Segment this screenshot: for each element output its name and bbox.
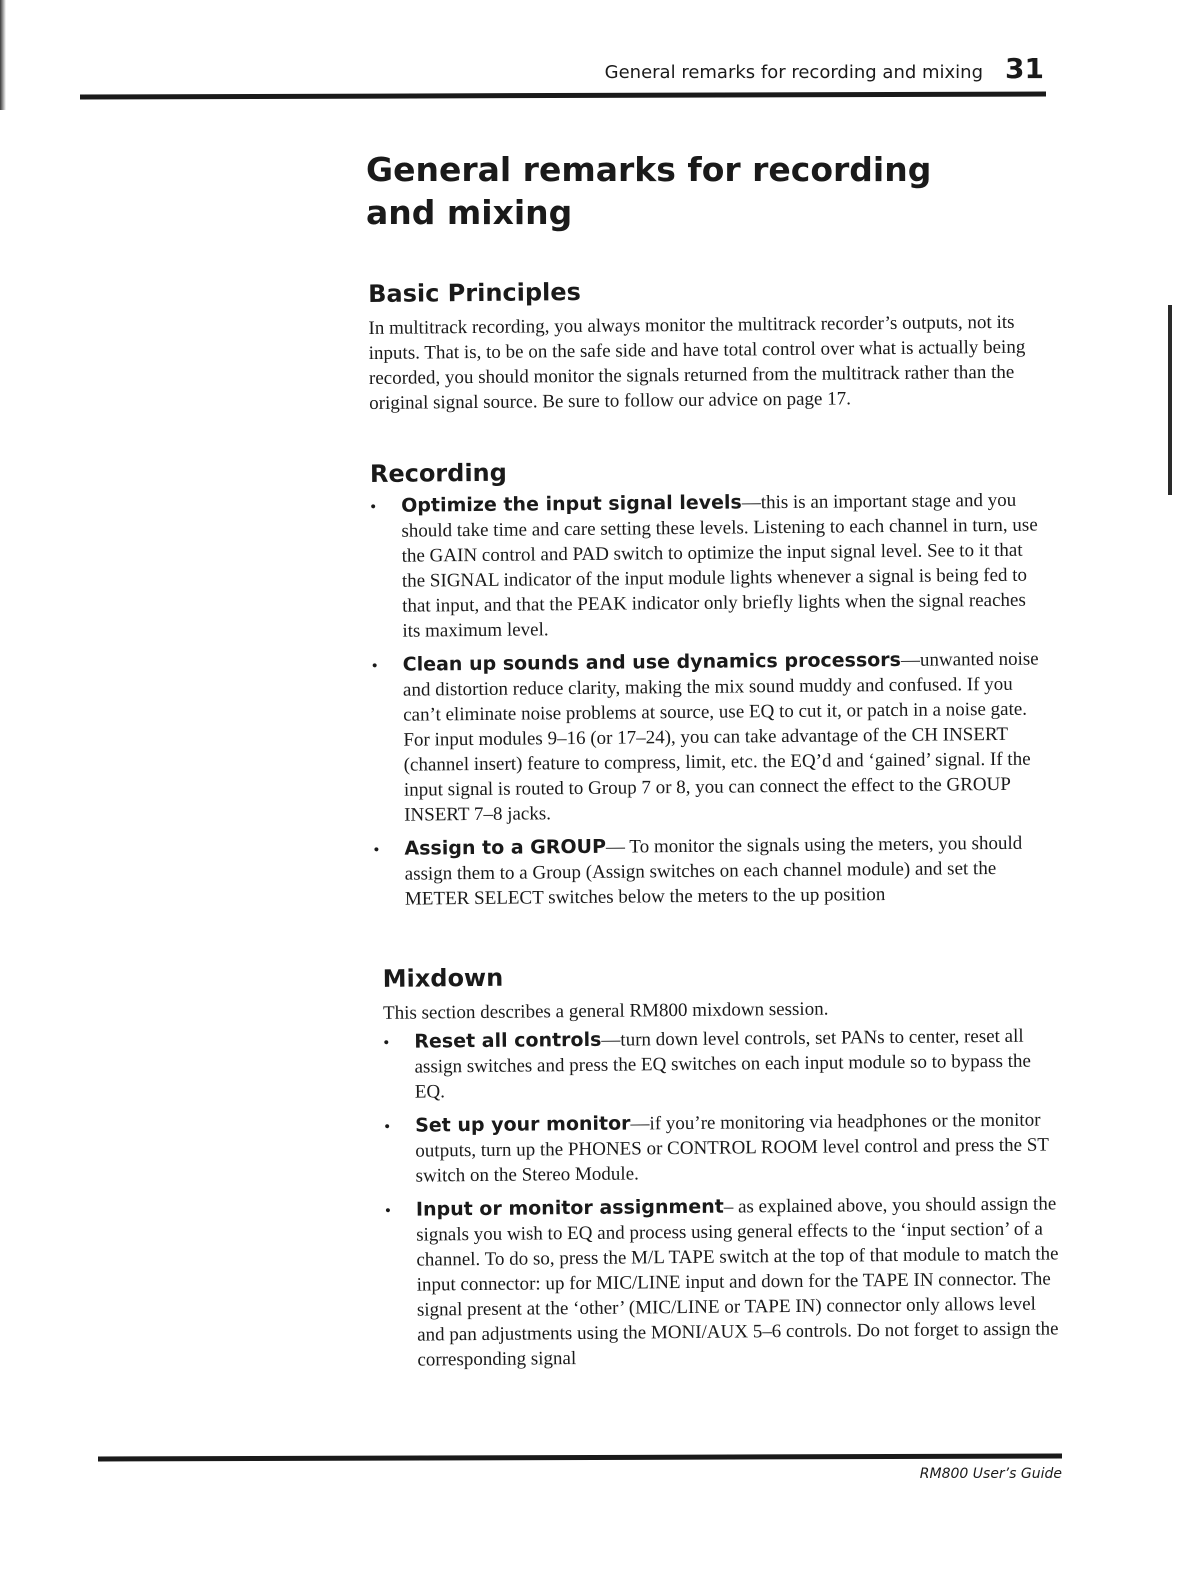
list-item — [370, 488, 1047, 644]
section-heading-recording: Recording — [369, 458, 507, 488]
bullet-lead: Reset all controls — [414, 1028, 602, 1053]
bullet-text: —if you’re monitoring via headphones or the monitor outputs, turn up the PHONES or CONTROL ROOM level control and press the ST switch on the Stereo Module. — [415, 1109, 1049, 1187]
basic-principles-paragraph: In multitrack recording, you always monitor the multitrack recorder’s outputs, not its inputs. That is, to be on the safe side and have total control over what is actually being recorded, you should monitor the signals returned from the multitrack rather than the original signal source. Be sure to follow our advice on page 17. — [368, 311, 1026, 414]
bullet-text: —unwanted noise and distortion reduce clarity, making the mix sound muddy and confused. If you can’t eliminate noise problems at source, use EQ to cut it, or patch in a noise gate. For input modules 9–16 (or 17–24), you can take advantage of the CH INSERT (channel insert) feature to compress, limit, etc. the EQ’d and ‘gained’ signal. If the input signal is routed to Group 7 or 8, you can connect the effect to the GROUP INSERT 7–8 jacks. — [402, 648, 1039, 826]
bullet-lead: Input or monitor assignment — [415, 1195, 724, 1221]
bullet-icon: • — [371, 655, 378, 675]
list-item — [373, 830, 1050, 911]
page-number: 31 — [1005, 52, 1044, 85]
main-content — [368, 271, 1069, 1382]
section-heading-mixdown: Mixdown — [382, 963, 504, 993]
list-item — [385, 1191, 1063, 1372]
list-item — [372, 646, 1050, 827]
section-recording — [370, 451, 1064, 912]
mixdown-intro: This section describes a general RM800 mixdown session. — [382, 998, 829, 1024]
list-item — [383, 1023, 1060, 1104]
header-rule — [80, 91, 1046, 99]
running-header-title: General remarks for recording and mixing — [604, 62, 984, 83]
bullet-lead: Assign to a GROUP — [404, 835, 607, 860]
footer-guide-name: RM800 User’s Guide — [919, 1466, 1062, 1482]
footer-rule — [98, 1453, 1062, 1461]
bullet-text: —turn down level controls, set PANs to center, reset all assign switches and press the EQ switches on each input module so to bypass the EQ. — [414, 1025, 1031, 1103]
bullet-lead: Set up your monitor — [415, 1112, 631, 1137]
scan-edge-mark — [1168, 305, 1172, 495]
section-basic-principles — [368, 271, 1059, 416]
bullet-icon: • — [373, 839, 380, 859]
bullet-icon: • — [370, 496, 377, 516]
bullet-text: —this is an important stage and you should take time and care setting these levels. Listening to each channel in turn, use the GAIN control and PAD switch to optimize the input signal level. See to it that the SIGNAL indicator of the input module lights whenever a signal is being fed to that input, and that the PEAK indicator only briefly lights when the signal reaches its maximum level. — [401, 489, 1038, 642]
scan-edge-shadow — [0, 0, 6, 110]
mixdown-bullet-list — [383, 1023, 1068, 1373]
running-header — [560, 52, 1044, 85]
section-heading-basic-principles: Basic Principles — [368, 277, 582, 308]
bullet-lead: Optimize the input signal levels — [401, 491, 742, 517]
section-mixdown — [375, 956, 1069, 1373]
page-title: General remarks for recording and mixing — [366, 150, 932, 232]
bullet-lead: Clean up sounds and use dynamics processors — [402, 648, 902, 676]
bullet-text: — To monitor the signals using the meters, you should assign them to a Group (Assign switches on each channel module) and set the METER SELECT switches below the meters to the up position — [404, 832, 1023, 910]
recording-bullet-list — [370, 487, 1064, 912]
bullet-icon: • — [383, 1032, 390, 1052]
bullet-text: – as explained above, you should assign the signals you wish to EQ and process using general effects to the ‘input section’ of a channel. To do so, press the M/L TAPE switch at the top of that module to match the input connector: up for MIC/LINE input and down for the TAPE IN connector. The signal present at the ‘other’ (MIC/LINE or TAPE IN) connector only allows level and pan adjustments using the MONI/AUX 5–6 controls. Do not forget to assign the corresponding signal — [416, 1193, 1059, 1371]
list-item — [384, 1107, 1061, 1188]
bullet-icon: • — [384, 1200, 391, 1220]
bullet-icon: • — [384, 1116, 391, 1136]
